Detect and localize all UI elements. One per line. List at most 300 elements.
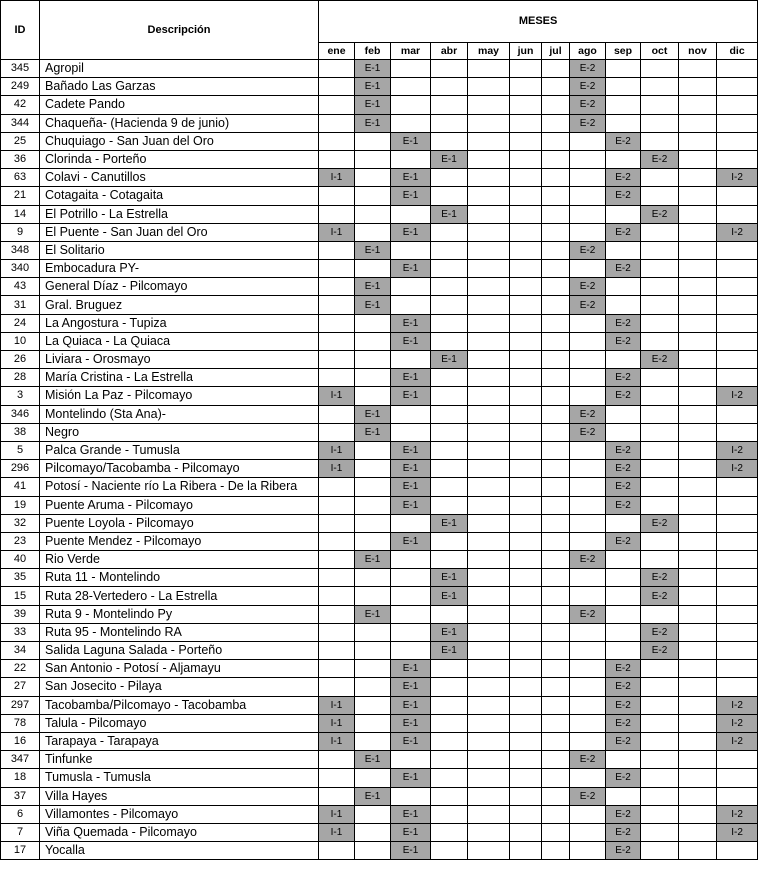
month-cell-dic [717,351,758,369]
month-cell-jun [510,296,542,314]
month-cell-abr [431,241,468,259]
month-cell-jul [542,387,570,405]
month-cell-oct: E-2 [641,569,679,587]
month-cell-mar [391,514,431,532]
month-cell-may [468,569,510,587]
month-cell-ago [570,769,606,787]
month-cell-may [468,332,510,350]
row-description: Rio Verde [40,551,319,569]
month-cell-feb: E-1 [355,96,391,114]
row-description: La Angostura - Tupiza [40,314,319,332]
month-cell-dic [717,842,758,860]
month-cell-oct [641,460,679,478]
row-id: 15 [1,587,40,605]
row-description: Tacobamba/Pilcomayo - Tacobamba [40,696,319,714]
month-cell-feb: E-1 [355,423,391,441]
month-cell-feb [355,478,391,496]
month-cell-may [468,278,510,296]
month-cell-may [468,823,510,841]
month-cell-sep [606,514,641,532]
month-cell-ago [570,332,606,350]
month-cell-oct: E-2 [641,514,679,532]
month-cell-may [468,460,510,478]
month-cell-mar: E-1 [391,478,431,496]
month-cell-jun [510,260,542,278]
month-cell-dic [717,78,758,96]
row-id: 38 [1,423,40,441]
row-description: María Cristina - La Estrella [40,369,319,387]
month-cell-ene [319,642,355,660]
table-row [1,60,758,78]
month-cell-abr [431,660,468,678]
month-cell-abr: E-1 [431,150,468,168]
month-cell-feb [355,569,391,587]
month-cell-dic [717,132,758,150]
month-cell-jul [542,751,570,769]
row-description: Puente Mendez - Pilcomayo [40,532,319,550]
table-row [1,405,758,423]
table-row [1,660,758,678]
month-cell-nov [679,441,717,459]
table-row [1,823,758,841]
month-cell-dic [717,332,758,350]
month-cell-jul [542,460,570,478]
month-cell-nov [679,314,717,332]
month-cell-ene [319,678,355,696]
row-id: 43 [1,278,40,296]
month-cell-oct [641,187,679,205]
month-cell-mar [391,405,431,423]
table-row [1,78,758,96]
row-id: 40 [1,551,40,569]
month-cell-abr: E-1 [431,587,468,605]
month-cell-jul [542,805,570,823]
month-cell-ene [319,369,355,387]
month-cell-ago: E-2 [570,787,606,805]
month-cell-sep: E-2 [606,169,641,187]
month-cell-nov [679,114,717,132]
month-cell-ago [570,805,606,823]
month-cell-mar: E-1 [391,314,431,332]
month-cell-ago [570,223,606,241]
month-cell-nov [679,369,717,387]
month-cell-ago: E-2 [570,96,606,114]
month-cell-sep [606,569,641,587]
month-cell-jun [510,478,542,496]
table-row [1,205,758,223]
month-cell-ago [570,623,606,641]
month-cell-ago [570,260,606,278]
month-cell-jul [542,78,570,96]
month-cell-may [468,660,510,678]
month-cell-feb [355,460,391,478]
month-cell-jun [510,642,542,660]
month-cell-jul [542,587,570,605]
header-month-feb: feb [355,43,391,60]
month-cell-ene: I-1 [319,460,355,478]
month-cell-ago [570,732,606,750]
month-cell-mar [391,423,431,441]
month-cell-jul [542,351,570,369]
month-cell-jul [542,296,570,314]
month-cell-sep: E-2 [606,223,641,241]
month-cell-nov [679,260,717,278]
month-cell-feb [355,514,391,532]
header-month-jul: jul [542,43,570,60]
month-cell-ene [319,787,355,805]
month-cell-nov [679,278,717,296]
table-row [1,332,758,350]
month-cell-dic [717,260,758,278]
row-description: Liviara - Orosmayo [40,351,319,369]
row-id: 296 [1,460,40,478]
month-cell-jul [542,769,570,787]
month-cell-oct [641,332,679,350]
month-cell-jul [542,150,570,168]
month-cell-mar: E-1 [391,769,431,787]
month-cell-nov [679,532,717,550]
month-cell-dic [717,150,758,168]
month-cell-mar [391,278,431,296]
month-cell-dic [717,496,758,514]
month-cell-feb: E-1 [355,551,391,569]
month-cell-sep [606,78,641,96]
month-cell-abr [431,805,468,823]
month-cell-nov [679,96,717,114]
month-cell-ene: I-1 [319,169,355,187]
table-row [1,751,758,769]
month-cell-ago [570,496,606,514]
month-cell-jun [510,187,542,205]
month-cell-jul [542,132,570,150]
row-description: El Puente - San Juan del Oro [40,223,319,241]
month-cell-oct [641,278,679,296]
month-cell-dic [717,478,758,496]
row-description: Puente Loyola - Pilcomayo [40,514,319,532]
month-cell-ene [319,587,355,605]
month-cell-oct [641,60,679,78]
row-description: Potosí - Naciente río La Ribera - De la Ribera [40,478,319,496]
month-cell-jun [510,496,542,514]
month-cell-oct [641,114,679,132]
month-cell-mar: E-1 [391,460,431,478]
month-cell-nov [679,787,717,805]
row-id: 3 [1,387,40,405]
table-row [1,587,758,605]
month-cell-nov [679,478,717,496]
row-id: 16 [1,732,40,750]
month-cell-mar [391,78,431,96]
month-cell-mar [391,751,431,769]
month-cell-oct [641,787,679,805]
month-cell-nov [679,405,717,423]
month-cell-jun [510,732,542,750]
month-cell-feb [355,369,391,387]
month-cell-sep [606,114,641,132]
month-cell-feb: E-1 [355,278,391,296]
month-cell-sep: E-2 [606,314,641,332]
month-cell-jul [542,241,570,259]
month-cell-abr [431,496,468,514]
month-cell-nov [679,496,717,514]
month-cell-ene: I-1 [319,732,355,750]
month-cell-abr: E-1 [431,351,468,369]
month-cell-ago [570,460,606,478]
month-cell-jul [542,823,570,841]
month-cell-jul [542,696,570,714]
month-cell-oct [641,532,679,550]
row-description: Colavi - Canutillos [40,169,319,187]
month-cell-sep: E-2 [606,387,641,405]
month-cell-jun [510,587,542,605]
month-cell-oct [641,96,679,114]
header-month-mar: mar [391,43,431,60]
month-cell-mar [391,351,431,369]
month-cell-jul [542,423,570,441]
month-cell-sep: E-2 [606,678,641,696]
header-months-group: MESES [319,1,758,43]
month-cell-jul [542,714,570,732]
month-cell-feb [355,805,391,823]
month-cell-nov [679,605,717,623]
table-row [1,769,758,787]
month-cell-ene [319,60,355,78]
month-cell-jul [542,787,570,805]
row-id: 345 [1,60,40,78]
row-id: 78 [1,714,40,732]
month-cell-feb [355,351,391,369]
month-cell-feb [355,642,391,660]
month-cell-feb [355,314,391,332]
month-cell-ene [319,296,355,314]
month-cell-abr [431,696,468,714]
month-cell-mar [391,605,431,623]
month-cell-jun [510,205,542,223]
month-cell-ene [319,842,355,860]
month-cell-sep: E-2 [606,332,641,350]
month-cell-jun [510,696,542,714]
row-id: 36 [1,150,40,168]
month-cell-mar [391,551,431,569]
month-cell-dic [717,678,758,696]
month-cell-sep: E-2 [606,696,641,714]
month-cell-mar [391,114,431,132]
month-cell-ene [319,551,355,569]
month-cell-ago: E-2 [570,605,606,623]
month-cell-dic: I-2 [717,460,758,478]
month-cell-ago [570,532,606,550]
month-cell-dic: I-2 [717,169,758,187]
month-cell-feb [355,169,391,187]
month-cell-ago: E-2 [570,278,606,296]
table-row [1,642,758,660]
month-cell-abr [431,678,468,696]
month-cell-ago [570,169,606,187]
month-cell-ene [319,278,355,296]
month-cell-abr [431,132,468,150]
row-description: Montelindo (Sta Ana)- [40,405,319,423]
month-cell-nov [679,660,717,678]
month-cell-oct [641,496,679,514]
month-cell-sep: E-2 [606,660,641,678]
table-row [1,150,758,168]
month-cell-mar [391,150,431,168]
row-description: Puente Aruma - Pilcomayo [40,496,319,514]
month-cell-nov [679,842,717,860]
month-cell-oct [641,751,679,769]
month-cell-jul [542,532,570,550]
month-cell-ago [570,514,606,532]
month-cell-dic [717,751,758,769]
month-cell-abr [431,278,468,296]
month-cell-mar: E-1 [391,132,431,150]
month-cell-ago [570,569,606,587]
month-cell-ene [319,114,355,132]
row-description: Agropil [40,60,319,78]
month-cell-may [468,551,510,569]
row-description: Tinfunke [40,751,319,769]
month-cell-nov [679,714,717,732]
month-cell-mar: E-1 [391,732,431,750]
row-description: Villa Hayes [40,787,319,805]
table-row [1,241,758,259]
month-cell-ago [570,187,606,205]
month-cell-nov [679,751,717,769]
month-cell-ene [319,78,355,96]
month-cell-abr [431,387,468,405]
month-cell-dic [717,369,758,387]
row-id: 21 [1,187,40,205]
month-cell-may [468,805,510,823]
month-cell-jun [510,369,542,387]
month-cell-may [468,260,510,278]
month-cell-abr [431,405,468,423]
month-cell-sep [606,405,641,423]
month-cell-oct [641,478,679,496]
month-cell-abr [431,314,468,332]
month-cell-may [468,732,510,750]
month-cell-abr [431,296,468,314]
month-cell-nov [679,187,717,205]
month-cell-jun [510,78,542,96]
month-cell-nov [679,769,717,787]
month-cell-sep: E-2 [606,732,641,750]
row-description: La Quiaca - La Quiaca [40,332,319,350]
month-cell-jul [542,642,570,660]
month-cell-abr [431,478,468,496]
month-cell-abr [431,332,468,350]
month-cell-nov [679,205,717,223]
month-cell-sep [606,751,641,769]
row-id: 344 [1,114,40,132]
month-cell-ene: I-1 [319,387,355,405]
month-cell-jul [542,732,570,750]
row-id: 27 [1,678,40,696]
month-cell-feb [355,132,391,150]
row-id: 63 [1,169,40,187]
row-id: 31 [1,296,40,314]
month-cell-sep [606,642,641,660]
month-cell-oct [641,314,679,332]
month-cell-mar: E-1 [391,187,431,205]
month-cell-jun [510,842,542,860]
month-cell-ago [570,387,606,405]
month-cell-jul [542,187,570,205]
month-cell-mar [391,205,431,223]
month-cell-sep: E-2 [606,823,641,841]
month-cell-ago [570,842,606,860]
month-cell-jun [510,132,542,150]
month-cell-feb [355,332,391,350]
month-cell-sep: E-2 [606,496,641,514]
month-cell-ago: E-2 [570,114,606,132]
month-cell-jun [510,551,542,569]
month-cell-jun [510,678,542,696]
table-row [1,805,758,823]
month-cell-mar: E-1 [391,842,431,860]
month-cell-mar: E-1 [391,696,431,714]
month-cell-abr [431,369,468,387]
month-cell-feb [355,696,391,714]
month-cell-nov [679,823,717,841]
month-cell-abr [431,769,468,787]
month-cell-jul [542,278,570,296]
table-row [1,696,758,714]
month-cell-jun [510,514,542,532]
month-cell-mar: E-1 [391,169,431,187]
month-cell-ene [319,241,355,259]
table-row [1,387,758,405]
month-cell-may [468,187,510,205]
row-description: Ruta 28-Vertedero - La Estrella [40,587,319,605]
month-cell-jun [510,660,542,678]
month-cell-dic [717,405,758,423]
month-cell-mar [391,569,431,587]
row-id: 249 [1,78,40,96]
month-cell-sep [606,605,641,623]
month-cell-abr [431,551,468,569]
month-cell-abr [431,169,468,187]
month-cell-feb [355,660,391,678]
month-cell-sep: E-2 [606,460,641,478]
month-cell-abr [431,60,468,78]
month-cell-sep [606,423,641,441]
month-cell-feb: E-1 [355,78,391,96]
row-description: San Josecito - Pilaya [40,678,319,696]
month-cell-may [468,623,510,641]
month-cell-dic [717,569,758,587]
month-cell-jun [510,114,542,132]
table-row [1,478,758,496]
month-cell-jun [510,60,542,78]
month-cell-oct [641,441,679,459]
table-body [1,60,758,860]
month-cell-sep [606,551,641,569]
month-cell-abr: E-1 [431,205,468,223]
month-cell-ago [570,441,606,459]
month-cell-jun [510,823,542,841]
month-cell-sep: E-2 [606,441,641,459]
row-id: 347 [1,751,40,769]
month-cell-jun [510,278,542,296]
month-cell-ago [570,642,606,660]
month-cell-ago [570,132,606,150]
row-description: Negro [40,423,319,441]
header-month-sep: sep [606,43,641,60]
month-cell-feb [355,496,391,514]
month-cell-nov [679,678,717,696]
month-cell-mar: E-1 [391,660,431,678]
